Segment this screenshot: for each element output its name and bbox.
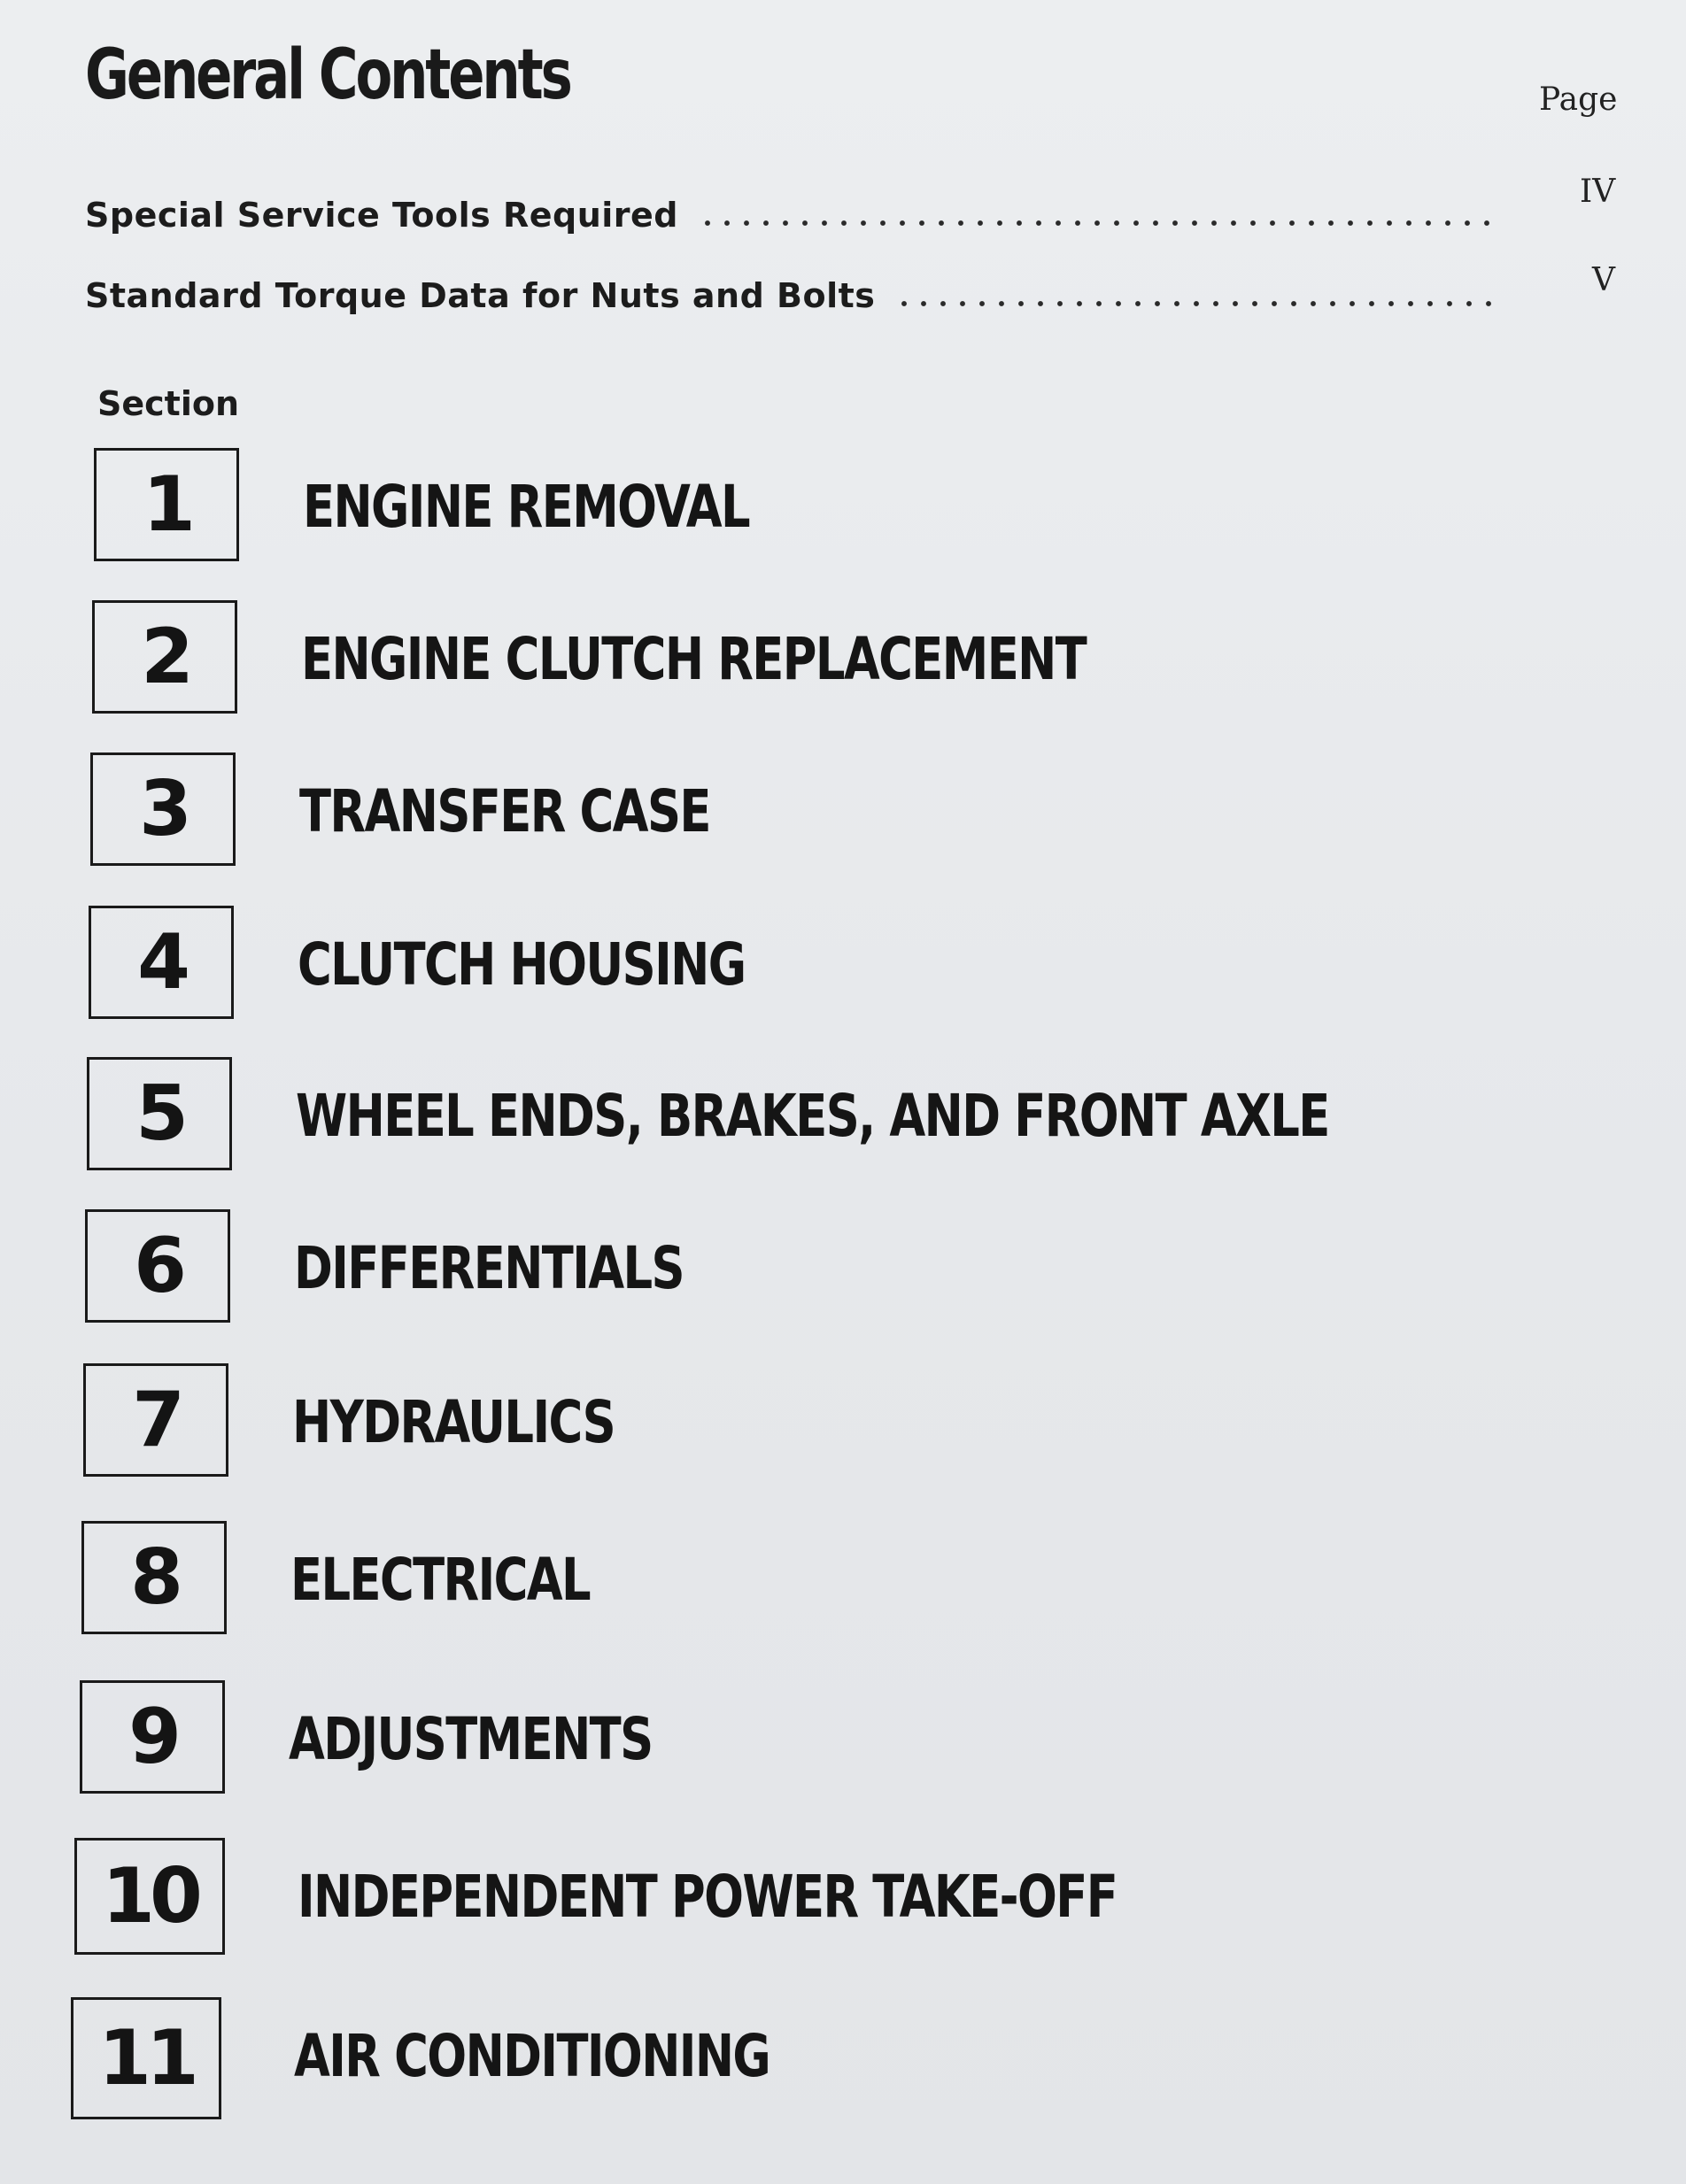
section-number: 1: [143, 460, 190, 549]
page-title: General Contents: [85, 35, 570, 115]
section-number: 5: [135, 1069, 183, 1158]
dot-leader: [698, 220, 1497, 226]
section-title: INDEPENDENT POWER TAKE-OFF: [298, 1863, 1118, 1931]
section-title: HYDRAULICS: [292, 1388, 615, 1456]
section-title: AIR CONDITIONING: [294, 2022, 770, 2090]
section-number: 6: [134, 1222, 182, 1310]
section-number: 8: [130, 1533, 178, 1622]
section-number-box: [87, 1057, 232, 1170]
section-title: ELECTRICAL: [290, 1546, 591, 1614]
section-number: 11: [98, 2014, 194, 2103]
section-number-box: [94, 448, 239, 561]
section-number: 7: [132, 1376, 180, 1464]
section-title: TRANSFER CASE: [299, 777, 710, 845]
section-number-box: [90, 752, 236, 866]
toc-entry-special-service-tools: [85, 181, 1497, 235]
section-number-box: [83, 1363, 228, 1477]
section-title: ADJUSTMENTS: [289, 1705, 653, 1773]
section-title: WHEEL ENDS, BRAKES, AND FRONT AXLE: [296, 1082, 1329, 1150]
toc-entry-label: Special Service Tools Required: [85, 196, 678, 235]
section-title: DIFFERENTIALS: [294, 1234, 684, 1302]
section-title: CLUTCH HOUSING: [298, 930, 746, 999]
section-column-label: Section: [97, 384, 240, 423]
section-number: 2: [141, 613, 189, 701]
page-column-label: Page: [1539, 81, 1618, 118]
section-number-box: [85, 1209, 230, 1323]
section-number: 3: [139, 765, 187, 853]
section-number: 10: [102, 1852, 197, 1941]
toc-entry-standard-torque-data: [85, 262, 1497, 315]
section-number-box: [92, 600, 237, 714]
section-title: ENGINE REMOVAL: [303, 473, 750, 541]
section-number: 9: [128, 1693, 176, 1781]
toc-entry-label: Standard Torque Data for Nuts and Bolts: [85, 276, 876, 315]
toc-entry-page: IV: [1580, 174, 1616, 210]
section-number-box: [81, 1521, 227, 1634]
section-number-box: [80, 1680, 225, 1794]
dot-leader: [894, 301, 1497, 306]
section-number-box: [89, 906, 234, 1019]
section-title: ENGINE CLUTCH REPLACEMENT: [301, 625, 1087, 693]
section-number: 4: [137, 918, 185, 1007]
section-number-box: [71, 1997, 221, 2119]
toc-entry-page: V: [1592, 262, 1615, 298]
section-number-box: [74, 1838, 225, 1955]
